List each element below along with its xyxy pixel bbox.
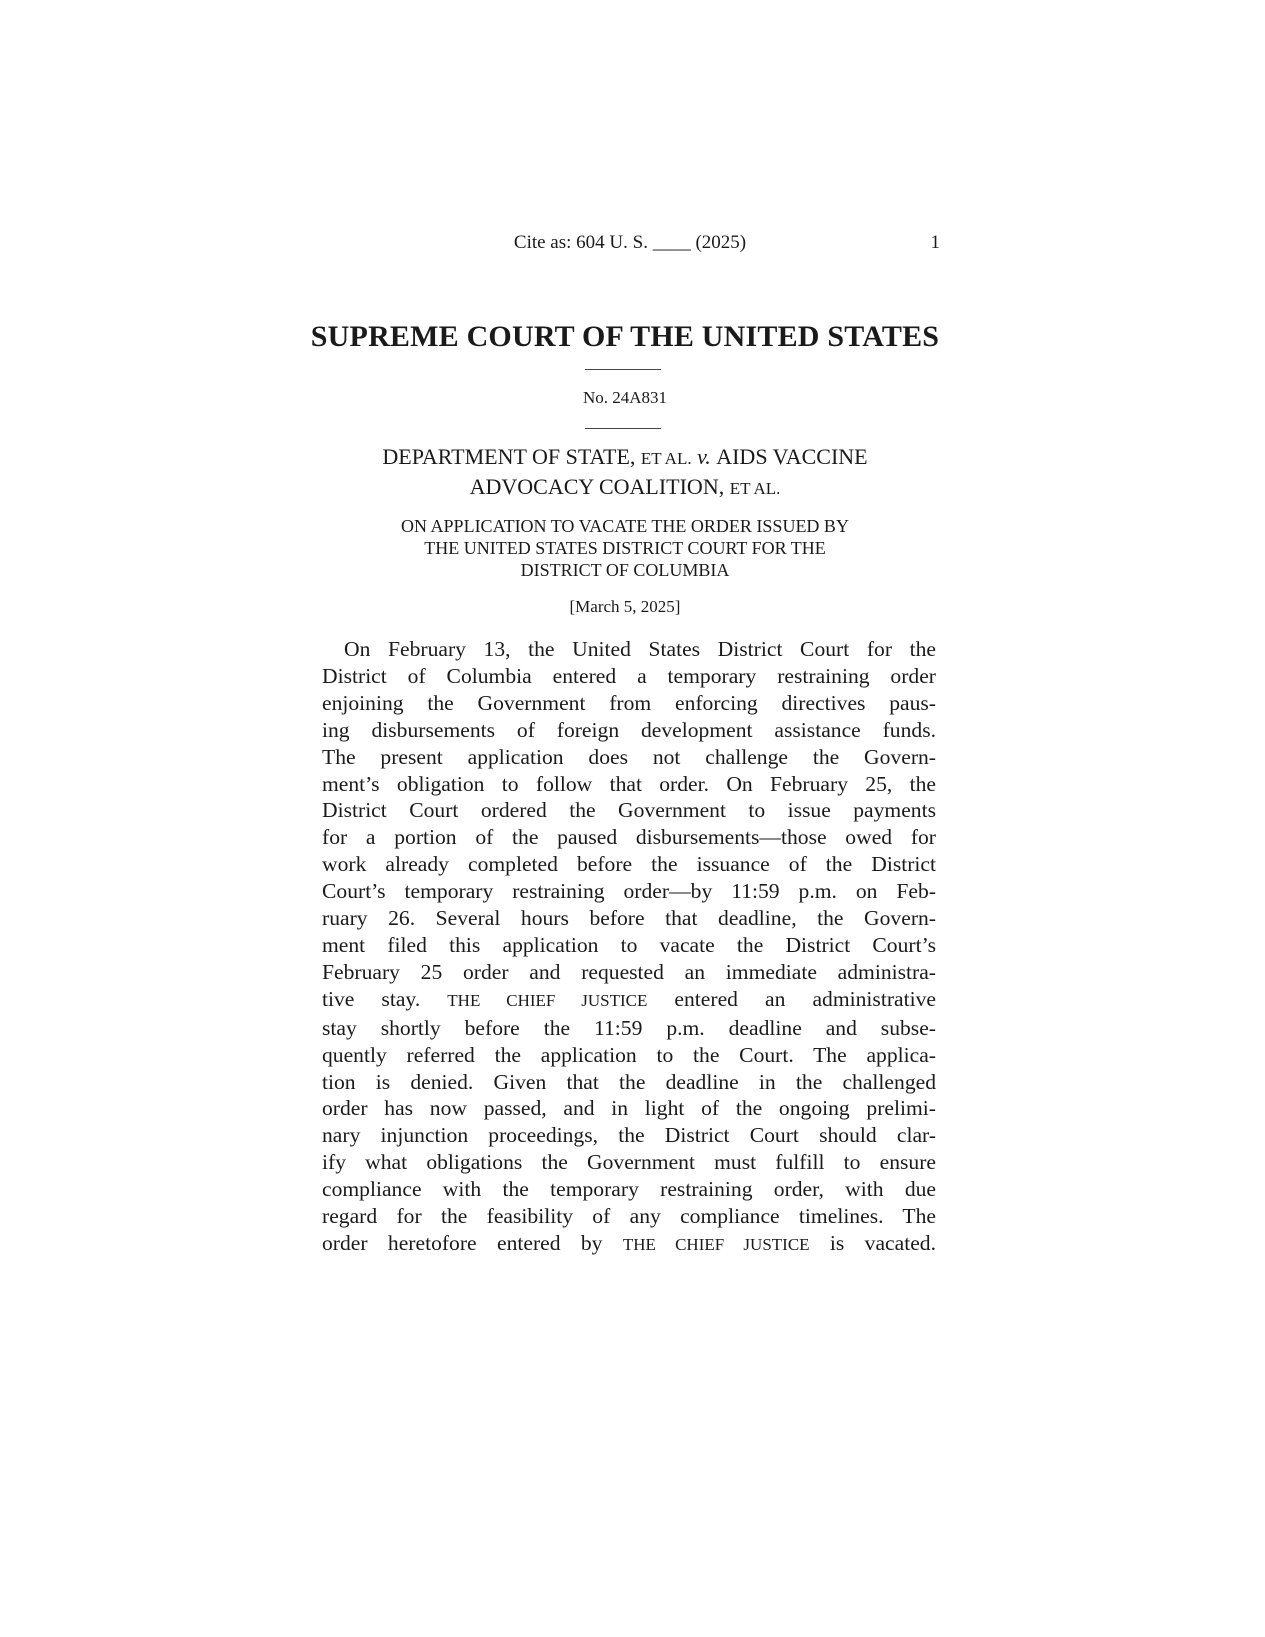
body-line: regard for the feasibility of any compliance timelines. The bbox=[322, 1204, 936, 1229]
on-application-heading: ON APPLICATION TO VACATE THE ORDER ISSUED BY THE UNITED STATES DISTRICT COURT FOR THE DISTRICT OF COLUMBIA bbox=[401, 516, 849, 580]
body-line: order heretofore entered by THE CHIEF JUSTICE is vacated. bbox=[322, 1230, 936, 1255]
body-line: ruary 26. Several hours before that deadline, the Govern- bbox=[322, 906, 936, 931]
divider-bottom bbox=[585, 428, 661, 429]
body-line: On February 13, the United States District Court for the bbox=[344, 637, 936, 661]
chief-justice: THE CHIEF JUSTICE bbox=[447, 990, 648, 1010]
caption-line-2: ADVOCACY COALITION, ET AL. bbox=[469, 474, 781, 499]
body-line: ment’s obligation to follow that order. On February 25, the bbox=[322, 771, 936, 796]
body-line: tion is denied. Given that the deadline in the challenged bbox=[322, 1069, 936, 1094]
body-line: ment filed this application to vacate the District Court’s bbox=[322, 932, 936, 957]
body-line: District Court ordered the Government to issue payments bbox=[322, 798, 936, 823]
body-line: ing disbursements of foreign development assistance funds. bbox=[322, 717, 936, 742]
body-line: order has now passed, and in light of the ongoing prelimi- bbox=[322, 1096, 936, 1121]
citation: Cite as: 604 U. S. ____ (2025) bbox=[513, 232, 747, 253]
body-line: ify what obligations the Government must fulfill to ensure bbox=[322, 1150, 936, 1175]
body-line: enjoining the Government from enforcing directives paus- bbox=[322, 690, 936, 715]
case-caption bbox=[300, 443, 950, 503]
et-al: ET AL. bbox=[729, 479, 781, 498]
body-line: District of Columbia entered a temporary restraining order bbox=[322, 663, 936, 688]
body-line: quently referred the application to the Court. The applica- bbox=[322, 1042, 936, 1067]
body-line: nary injunction proceedings, the District Court should clar- bbox=[322, 1123, 936, 1148]
et-al: ET AL. bbox=[640, 449, 692, 468]
body-line: The present application does not challenge the Govern- bbox=[322, 744, 936, 769]
docket-number: No. 24A831 bbox=[582, 388, 668, 407]
caption-line-1: DEPARTMENT OF STATE, ET AL. v. AIDS VACCINE bbox=[382, 444, 868, 469]
running-header bbox=[320, 232, 940, 262]
body-line: stay shortly before the 11:59 p.m. deadline and subse- bbox=[322, 1015, 936, 1040]
versus: v. bbox=[691, 444, 717, 469]
divider-top bbox=[585, 369, 661, 370]
page-number: 1 bbox=[930, 232, 940, 253]
body-line: tive stay. THE CHIEF JUSTICE entered an administrative bbox=[322, 986, 936, 1011]
body-line: work already completed before the issuance of the District bbox=[322, 852, 936, 877]
chief-justice: THE CHIEF JUSTICE bbox=[622, 1234, 810, 1254]
body-line: for a portion of the paused disbursements—those owed for bbox=[322, 825, 936, 850]
body-line: compliance with the temporary restraining order, with due bbox=[322, 1177, 936, 1202]
body-line: February 25 order and requested an immediate administra- bbox=[322, 959, 936, 984]
opinion-body bbox=[322, 636, 936, 1259]
body-line: Court’s temporary restraining order—by 11:59 p.m. on Feb- bbox=[322, 879, 936, 904]
decision-date: [March 5, 2025] bbox=[569, 597, 681, 616]
court-title: SUPREME COURT OF THE UNITED STATES bbox=[310, 320, 940, 353]
